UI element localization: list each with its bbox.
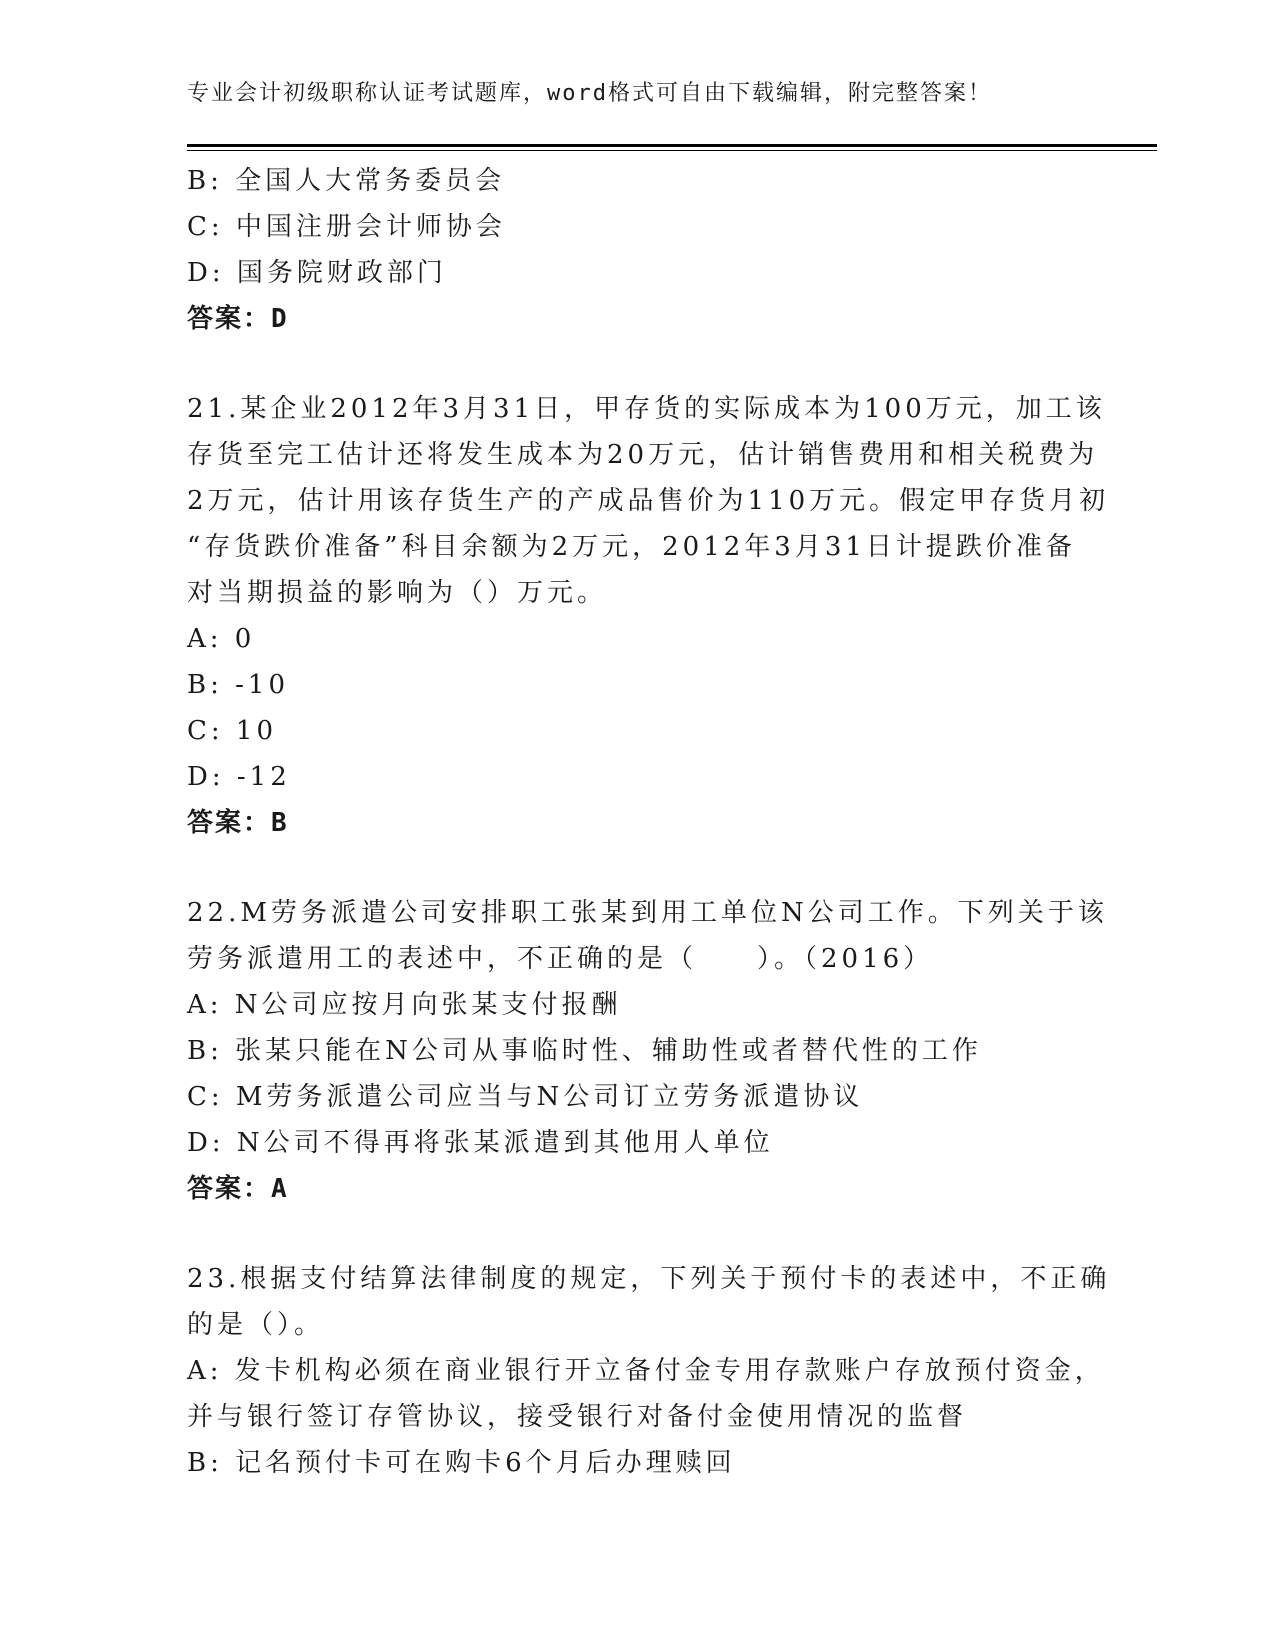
option-a-continued: 并与银行签订存管协议，接受银行对备付金使用情况的监督 <box>187 1402 968 1432</box>
page-header: 专业会计初级职称认证考试题库，word格式可自由下载编辑，附完整答案！ <box>187 81 992 106</box>
question-content <box>187 158 1111 1486</box>
question-22-answer: 答案：A <box>187 1174 289 1204</box>
question-22-options <box>187 982 1087 1166</box>
spacer <box>187 1212 1087 1256</box>
stem-line: 22.M劳务派遣公司安排职工张某到用工单位N公司工作。下列关于该 <box>187 898 1108 928</box>
question-20-options <box>187 158 1087 296</box>
header-rule-thin <box>187 150 1157 151</box>
option-c: C: 10 <box>187 716 278 746</box>
option-b: B: 记名预付卡可在购卡6个月后办理赎回 <box>187 1448 736 1478</box>
stem-line: 对当期损益的影响为（）万元。 <box>187 578 608 608</box>
option-a: A: 0 <box>187 624 256 654</box>
stem-line: 存货至完工估计还将发生成本为20万元，估计销售费用和相关税费为 <box>187 440 1099 470</box>
option-d: D: N公司不得再将张某派遣到其他用人单位 <box>187 1128 774 1158</box>
question-21-stem <box>187 386 1110 616</box>
option-d: D: -12 <box>187 762 291 792</box>
option-b: B: 全国人大常务委员会 <box>187 166 506 196</box>
stem-line: 劳务派遣用工的表述中，不正确的是（ ）。（2016） <box>187 944 934 974</box>
question-23-options <box>187 1348 1105 1486</box>
option-b: B: -10 <box>187 670 289 700</box>
option-d: D: 国务院财政部门 <box>187 258 447 288</box>
spacer <box>187 846 1087 890</box>
stem-line: 23.根据支付结算法律制度的规定，下列关于预付卡的表述中，不正确 <box>187 1264 1111 1294</box>
stem-line: 21.某企业2012年3月31日，甲存货的实际成本为100万元，加工该 <box>187 394 1106 424</box>
question-21-answer: 答案：B <box>187 808 289 838</box>
option-a: A: 发卡机构必须在商业银行开立备付金专用存款账户存放预付资金， <box>187 1356 1105 1386</box>
header-rule-thick <box>187 144 1157 147</box>
option-b: B: 张某只能在N公司从事临时性、辅助性或者替代性的工作 <box>187 1036 982 1066</box>
option-a: A: N公司应按月向张某支付报酬 <box>187 990 622 1020</box>
question-21-options <box>187 616 1087 800</box>
option-c: C: 中国注册会计师协会 <box>187 212 506 242</box>
spacer <box>187 342 1087 386</box>
question-23-stem <box>187 1256 1111 1348</box>
question-22-stem <box>187 890 1108 982</box>
option-c: C: M劳务派遣公司应当与N公司订立劳务派遣协议 <box>187 1082 864 1112</box>
question-20-answer: 答案：D <box>187 304 289 334</box>
stem-line: “存货跌价准备”科目余额为2万元，2012年3月31日计提跌价准备 <box>187 532 1076 562</box>
stem-line: 的是（）。 <box>187 1310 325 1340</box>
stem-line: 2万元，估计用该存货生产的产成品售价为110万元。假定甲存货月初 <box>187 486 1110 516</box>
